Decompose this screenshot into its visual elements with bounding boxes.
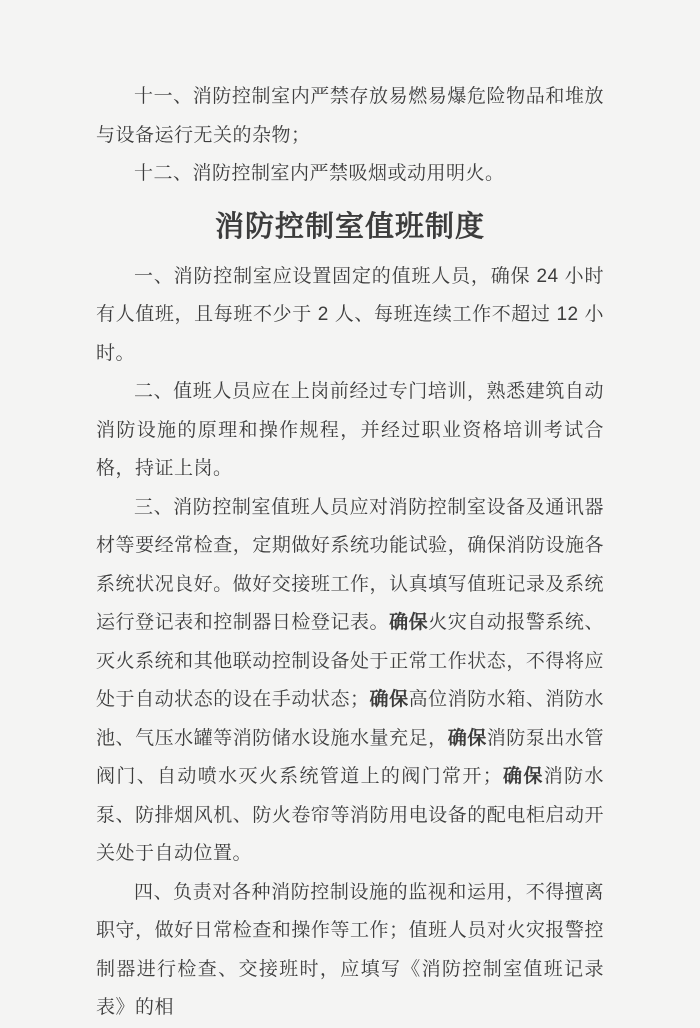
intro-paragraph-12: 十二、消防控制室内严禁吸烟或动用明火。 bbox=[134, 163, 505, 184]
document-title: 消防控制室值班制度 bbox=[214, 210, 485, 243]
bold-emphasis: 确保 bbox=[447, 727, 487, 749]
bold-emphasis: 确保 bbox=[369, 689, 409, 710]
text-segment: 三、消防控制室值班人员应对消防控制室设备及通讯器材等要经常检查，定期做好系统功能试验，确保消防设施各系统状况良好。做好交接班工作，认真填写值班记录及系统运行登记表和控制器日检登记表。 bbox=[96, 496, 604, 633]
text-segment: 消防泵出水管阀门、自动喷水灭火系统管道上的阀门常开； bbox=[96, 727, 604, 787]
text-segment: 高位消防水箱、消防水池、气压水罐等消防储水设施水量充足， bbox=[96, 689, 604, 749]
rule-paragraph-2: 二、值班人员应在上岗前经过专门培训，熟悉建筑自动消防设施的原理和操作规程，并经过职业资格培训考试合格，持证上岗。 bbox=[96, 381, 604, 479]
rule-paragraph-1: 一、消防控制室应设置固定的值班人员，确保 24 小时有人值班，且每班不少于 2 人、每班连续工作不超过 12 小时。 bbox=[96, 265, 604, 364]
rule-paragraph-3 bbox=[96, 489, 604, 874]
bold-emphasis: 确保 bbox=[389, 612, 429, 633]
intro-paragraph-11: 十一、消防控制室内严禁存放易燃易爆危险物品和堆放与设备运行无关的杂物； bbox=[96, 86, 604, 146]
bold-emphasis: 确保 bbox=[502, 766, 544, 787]
text-segment: 火灾自动报警系统、灭火系统和其他联动控制设备处于正常工作状态，不得将应处于自动状态的设在手动状态； bbox=[96, 612, 604, 710]
text-segment: 消防水泵、防排烟风机、防火卷帘等消防用电设备的配电柜启动开关处于自动位置。 bbox=[96, 766, 604, 864]
rule-paragraph-4: 四、负责对各种消防控制设施的监视和运用，不得擅离职守，做好日常检查和操作等工作；值班人员对火灾报警控制器进行检查、交接班时，应填写《消防控制室值班记录表》的相 bbox=[96, 881, 604, 1018]
